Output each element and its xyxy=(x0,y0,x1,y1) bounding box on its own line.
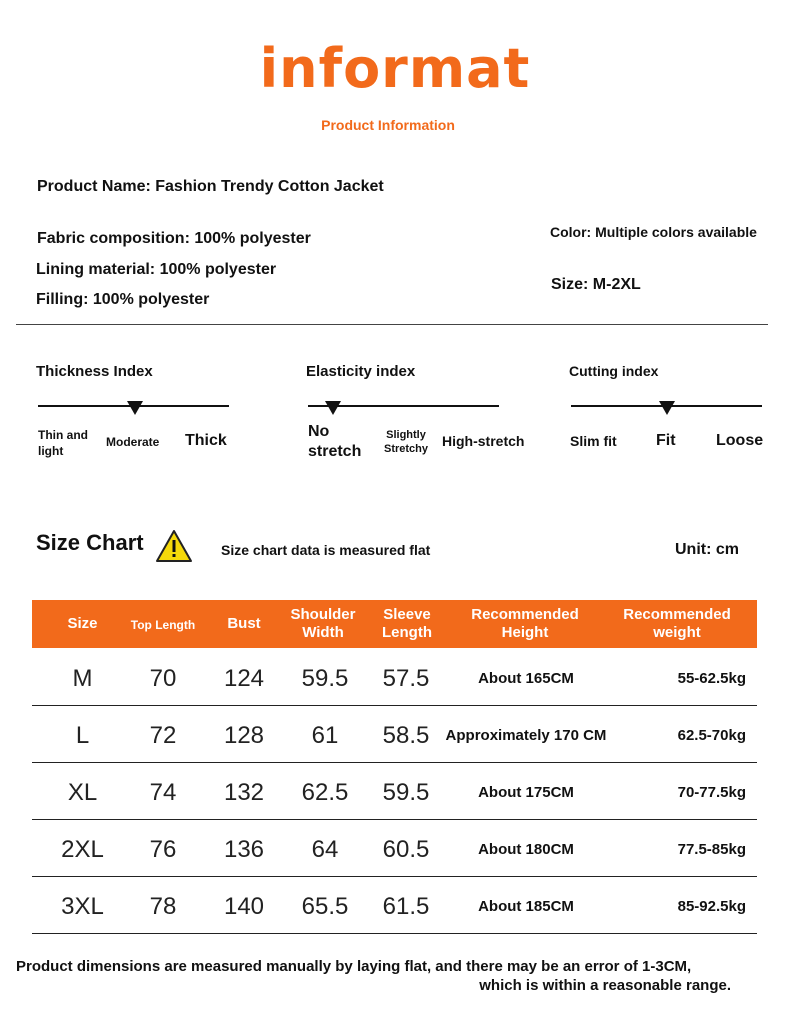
cutting-label-slim: Slim fit xyxy=(570,433,617,449)
lining-material: Lining material: 100% polyester xyxy=(36,261,277,278)
cell-size: XL xyxy=(67,779,98,806)
cell-top-length: 78 xyxy=(149,893,177,920)
cell-recommended-weight: 77.5-85kg xyxy=(677,840,746,858)
cell-size: 3XL xyxy=(61,893,104,920)
table-row xyxy=(32,878,757,935)
size-range: Size: M-2XL xyxy=(551,276,641,293)
cell-shoulder-width: 61 xyxy=(311,722,339,749)
cell-recommended-weight: 85-92.5kg xyxy=(677,897,746,915)
elasticity-label-no-stretch: No stretch xyxy=(308,423,362,460)
cell-recommended-height: About 165CM xyxy=(478,669,574,687)
cell-top-length: 72 xyxy=(149,722,177,749)
cell-recommended-height: Approximately 170 CM xyxy=(445,726,607,744)
cell-recommended-weight: 62.5-70kg xyxy=(677,726,746,744)
filling: Filling: 100% polyester xyxy=(36,291,210,308)
product-name: Product Name: Fashion Trendy Cotton Jacket xyxy=(37,178,384,195)
table-row xyxy=(32,821,757,878)
thickness-label-thin: Thin and light xyxy=(38,428,88,458)
cell-size: 2XL xyxy=(61,836,104,863)
col-recommended-weight: Recommended weight xyxy=(623,606,731,641)
cell-recommended-height: About 175CM xyxy=(478,783,574,801)
cutting-marker-icon xyxy=(659,401,675,415)
cell-sleeve-length: 58.5 xyxy=(382,722,430,749)
cell-size: L xyxy=(75,722,90,749)
col-size: Size xyxy=(67,615,98,632)
cell-shoulder-width: 62.5 xyxy=(301,779,349,806)
cell-shoulder-width: 59.5 xyxy=(301,665,349,692)
thickness-label-moderate: Moderate xyxy=(106,435,160,449)
row-divider xyxy=(32,933,757,934)
cell-top-length: 74 xyxy=(149,779,177,806)
size-table-header xyxy=(32,600,757,648)
table-row xyxy=(32,707,757,764)
cell-recommended-weight: 55-62.5kg xyxy=(677,669,746,687)
col-bust: Bust xyxy=(227,615,261,632)
elasticity-marker-icon xyxy=(325,401,341,415)
color-info: Color: Multiple colors available xyxy=(550,224,757,240)
row-divider xyxy=(32,705,757,706)
col-recommended-height: Recommended Height xyxy=(471,606,579,641)
divider xyxy=(16,324,768,325)
row-divider xyxy=(32,819,757,820)
cell-recommended-height: About 180CM xyxy=(478,840,574,858)
thickness-index-title: Thickness Index xyxy=(36,363,153,380)
fabric-composition: Fabric composition: 100% polyester xyxy=(37,230,311,247)
cell-recommended-height: About 185CM xyxy=(478,897,574,915)
cell-shoulder-width: 65.5 xyxy=(301,893,349,920)
cell-sleeve-length: 60.5 xyxy=(382,836,430,863)
footer-note-line1: Product dimensions are measured manually by laying flat, and there may be an error of 1-3CM, xyxy=(16,958,692,975)
cutting-label-loose: Loose xyxy=(716,432,764,449)
elasticity-label-high: High-stretch xyxy=(442,433,525,449)
cell-sleeve-length: 57.5 xyxy=(382,665,430,692)
row-divider xyxy=(32,762,757,763)
cutting-label-fit: Fit xyxy=(656,432,676,449)
table-row xyxy=(32,764,757,821)
thickness-label-thick: Thick xyxy=(185,432,227,449)
size-chart-title: Size Chart xyxy=(36,530,144,555)
cell-bust: 140 xyxy=(223,893,265,920)
brand-title: informat xyxy=(259,37,531,100)
cell-bust: 136 xyxy=(223,836,265,863)
cell-recommended-weight: 70-77.5kg xyxy=(677,783,746,801)
col-top-length: Top Length xyxy=(130,618,196,632)
cell-bust: 132 xyxy=(223,779,265,806)
cell-size: M xyxy=(72,665,93,692)
col-sleeve-length: Sleeve Length xyxy=(382,606,432,641)
cell-sleeve-length: 61.5 xyxy=(382,893,430,920)
thickness-marker-icon xyxy=(127,401,143,415)
col-shoulder-width: Shoulder Width xyxy=(290,606,356,641)
footer-note-line2: which is within a reasonable range. xyxy=(479,977,731,994)
elasticity-label-slightly: Slightly Stretchy xyxy=(383,429,429,455)
page-subtitle: Product Information xyxy=(321,117,455,133)
warning-triangle-icon xyxy=(155,529,193,563)
cell-top-length: 76 xyxy=(149,836,177,863)
cutting-index-title: Cutting index xyxy=(569,363,659,379)
cell-sleeve-length: 59.5 xyxy=(382,779,430,806)
size-chart-note: Size chart data is measured flat xyxy=(221,542,431,558)
cell-top-length: 70 xyxy=(149,665,177,692)
row-divider xyxy=(32,876,757,877)
cell-bust: 128 xyxy=(223,722,265,749)
table-row xyxy=(32,650,757,707)
cell-bust: 124 xyxy=(223,665,265,692)
unit-label: Unit: cm xyxy=(675,541,739,558)
cell-shoulder-width: 64 xyxy=(311,836,339,863)
elasticity-index-title: Elasticity index xyxy=(306,363,416,380)
